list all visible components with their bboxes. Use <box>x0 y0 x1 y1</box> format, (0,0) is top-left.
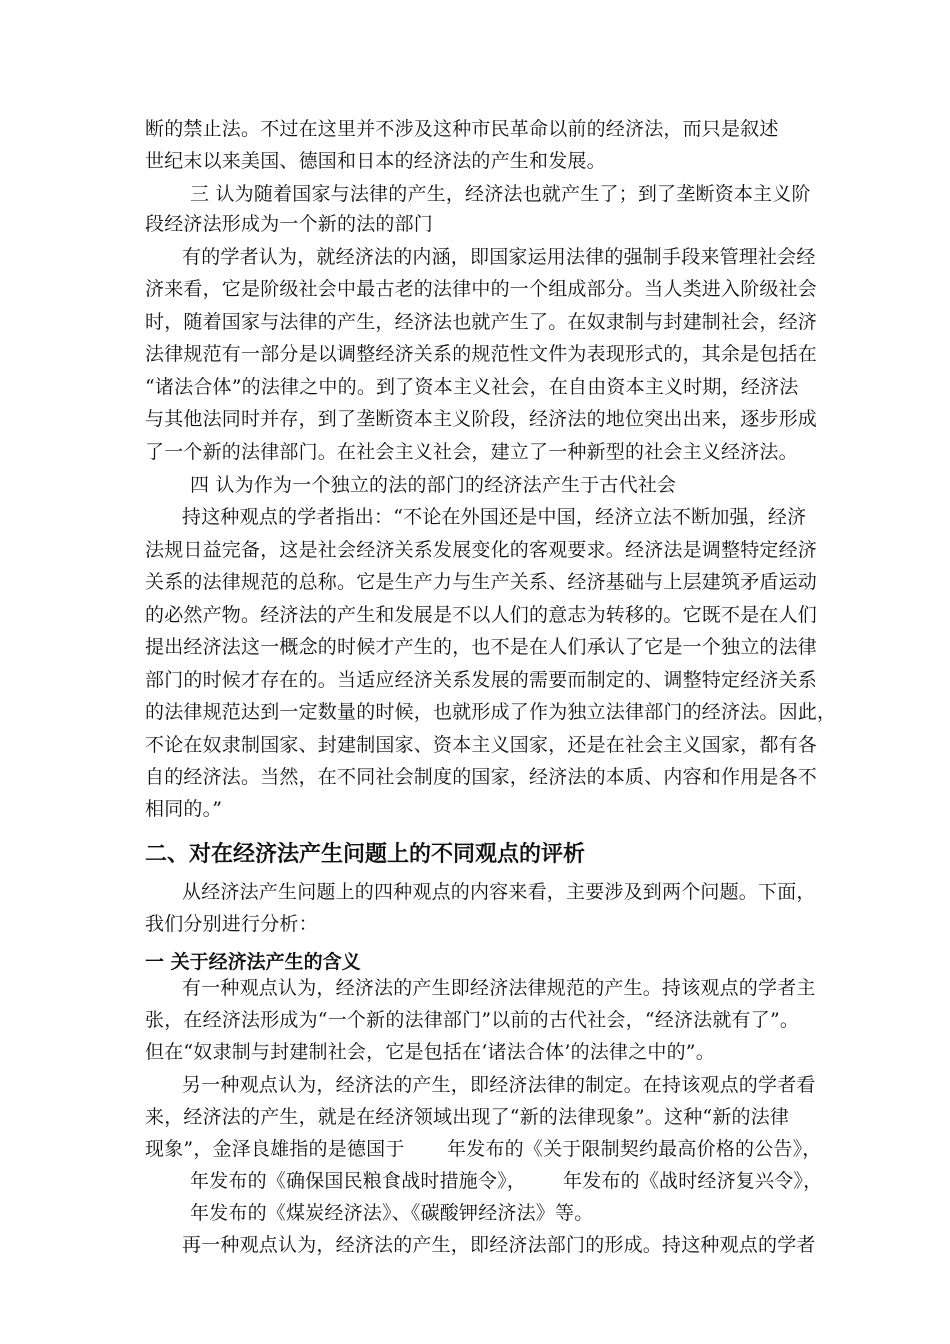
text-line: 年发布的《战时经济复兴令》， <box>563 1170 823 1192</box>
text-line: “诸法合体”的法律之中的。到了资本主义社会，在自由资本主义时期，经济法 <box>145 376 799 398</box>
text-line: 法规日益完备，这是社会经济关系发展变化的客观要求。经济法是调整特定经济 <box>145 539 818 561</box>
text-line: 关系的法律规范的总称。它是生产力与生产关系、经济基础与上层建筑矛盾运动 <box>145 571 818 593</box>
subsection-heading-one: 一 关于经济法产生的含义 <box>145 951 361 973</box>
section-heading-two: 二、对在经济法产生问题上的不同观点的评析 <box>145 842 586 867</box>
text-line: 时，随着国家与法律的产生，经济法也就产生了。在奴隶制与封建制社会，经济 <box>145 311 818 333</box>
section-three-title-cont: 段经济法形成为一个新的法的部门 <box>145 213 434 235</box>
section-four-title: 四 认为作为一个独立的法的部门的经济法产生于古代社会 <box>190 474 677 496</box>
text-line: 年发布的《关于限制契约最高价格的公告》， <box>447 1138 822 1160</box>
text-line: 自的经济法。当然，在不同社会制度的国家，经济法的本质、内容和作用是各不 <box>145 766 818 788</box>
text-line: 有的学者认为，就经济法的内涵，即国家运用法律的强制手段来管理社会经 <box>182 246 816 268</box>
text-line: 世纪末以来美国、德国和日本的经济法的产生和发展。 <box>145 150 606 172</box>
text-line: 但在“奴隶制与封建制社会，它是包括在‘诸法合体’的法律之中的”。 <box>145 1041 715 1063</box>
text-line: 的必然产物。经济法的产生和发展是不以人们的意志为转移的。它既不是在人们 <box>145 604 818 626</box>
text-line: 持这种观点的学者指出：“不论在外国还是中国，经济立法不断加强，经济 <box>182 506 807 528</box>
text-line: 法律规范有一部分是以调整经济关系的规范性文件为表现形式的，其余是包括在 <box>145 343 818 365</box>
text-line: 另一种观点认为，经济法的产生，即经济法律的制定。在持该观点的学者看 <box>182 1074 816 1096</box>
text-line: 相同的。” <box>145 798 223 820</box>
text-line: 再一种观点认为，经济法的产生，即经济法部门的形成。持这种观点的学者 <box>182 1234 816 1256</box>
text-line: 济来看，它是阶级社会中最古老的法律中的一个组成部分。当人类进入阶级社会 <box>145 278 818 300</box>
text-line: 了一个新的法律部门。在社会主义社会，建立了一种新型的社会主义经济法。 <box>145 441 798 463</box>
text-line: 现象”，金泽良雄指的是德国于 <box>145 1138 405 1160</box>
text-line: 部门的时候才存在的。当适应经济关系发展的需要而制定的、调整特定经济关系 <box>145 669 818 691</box>
text-line: 断的禁止法。不过在这里并不涉及这种市民革命以前的经济法，而只是叙述 <box>145 118 779 140</box>
text-line: 我们分别进行分析： <box>145 913 318 935</box>
section-three-title: 三 认为随着国家与法律的产生，经济法也就产生了；到了垄断资本主义阶 <box>190 183 811 205</box>
text-line: 与其他法同时并存，到了垄断资本主义阶段，经济法的地位突出出来，逐步形成 <box>145 408 818 430</box>
text-line: 来，经济法的产生，就是在经济领域出现了“新的法律现象”。这种“新的法律 <box>145 1106 790 1128</box>
text-line: 提出经济法这一概念的时候才产生的，也不是在人们承认了它是一个独立的法律 <box>145 636 818 658</box>
text-line: 有一种观点认为，经济法的产生即经济法律规范的产生。持该观点的学者主 <box>182 977 816 999</box>
text-line: 年发布的《煤炭经济法》、《碳酸钾经济法》等。 <box>190 1202 594 1224</box>
text-line: 从经济法产生问题上的四种观点的内容来看，主要涉及到两个问题。下面， <box>182 881 816 903</box>
text-line: 张，在经济法形成为“一个新的法律部门”以前的古代社会，“经济法就有了”。 <box>145 1009 800 1031</box>
text-line: 年发布的《确保国民粮食战时措施令》， <box>190 1170 527 1192</box>
text-line: 的法律规范达到一定数量的时候，也就形成了作为独立法律部门的经济法。因此， <box>145 701 837 723</box>
text-line: 不论在奴隶制国家、封建制国家、资本主义国家，还是在社会主义国家，都有各 <box>145 734 818 756</box>
